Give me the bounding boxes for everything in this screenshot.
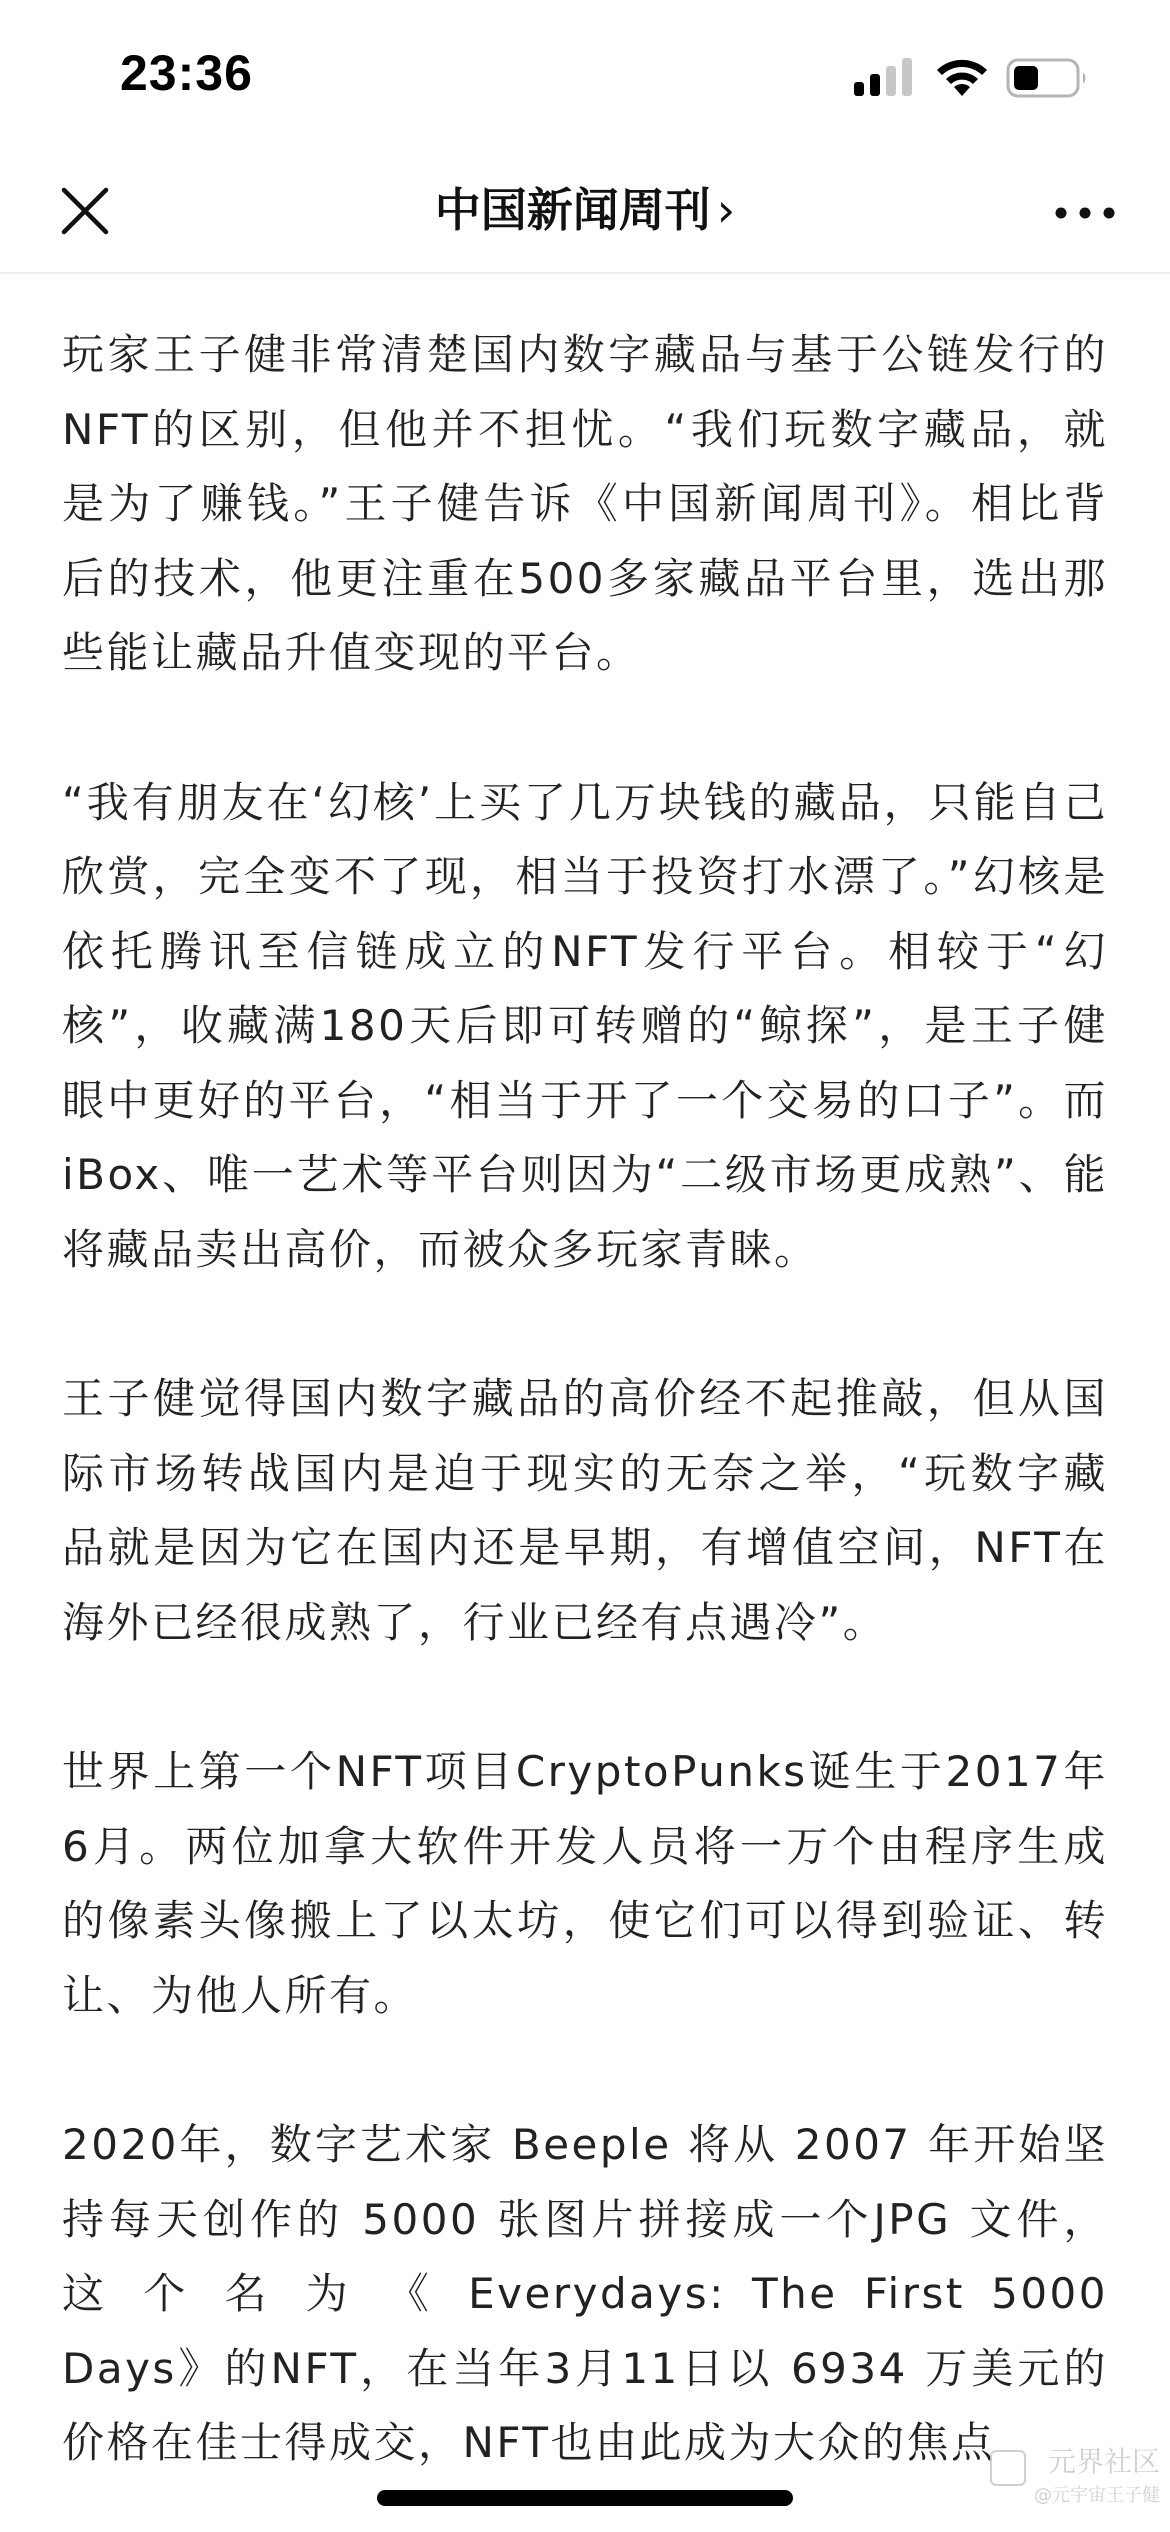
wifi-icon bbox=[934, 56, 990, 98]
status-bar bbox=[0, 0, 1170, 150]
home-indicator[interactable] bbox=[377, 2490, 793, 2506]
article-paragraph: 玩家王子健非常清楚国内数字藏品与基于公链发行的NFT的区别，但他并不担忧。“我们玩数字藏品，就是为了赚钱。”王子健告诉《中国新闻周刊》。相比背后的技术，他更注重在500多家藏品平台里，选出那些能让藏品升值变现的平台。 bbox=[62, 330, 1108, 677]
watermark-handle: @元宇宙王子健 bbox=[1034, 2485, 1160, 2506]
battery-icon bbox=[1006, 58, 1090, 98]
account-title-link[interactable] bbox=[0, 174, 1170, 240]
article-paragraph: 世界上第一个NFT项目CryptoPunks诞生于2017年6月。两位加拿大软件开发人员将一万个由程序生成的像素头像搬上了以太坊，使它们可以得到验证、转让、为他人所有。 bbox=[62, 1747, 1108, 2020]
account-title: 中国新闻周刊 bbox=[434, 183, 711, 237]
article-paragraph: 王子健觉得国内数字藏品的高价经不起推敲，但从国际市场转战国内是迫于现实的无奈之举，“玩数字藏品就是因为它在国内还是早期，有增值空间，NFT在海外已经很成熟了，行业已经有点遇冷”。 bbox=[62, 1374, 1108, 1647]
watermark-text: 元界社区 bbox=[1047, 2445, 1160, 2478]
status-time: 23:36 bbox=[120, 45, 253, 101]
article-paragraph: “我有朋友在‘幻核’上买了几万块钱的藏品，只能自己欣赏，完全变不了现，相当于投资打水漂了。”幻核是依托腾讯至信链成立的NFT发行平台。相较于“幻核”，收藏满180天后即可转赠的“鲸探”，是王子健眼中更好的平台，“相当于开了一个交易的口子”。而iBox、唯一艺术等平台则因为“二级市场更成熟”、能将藏品卖出高价，而被众多玩家青睐。 bbox=[62, 777, 1108, 1274]
article-paragraph: 2020年，数字艺术家 Beeple 将从 2007 年开始坚持每天创作的 5000 张图片拼接成一个JPG 文件， 这 个 名 为 《 Everydays: The First 5000 Days》的NFT，在当年3月11日以 6934 万美元的价格在佳士得成交，NFT也由此成为大众的焦点 bbox=[62, 2120, 1108, 2467]
more-dots-icon[interactable] bbox=[1050, 188, 1120, 238]
nav-bar bbox=[0, 150, 1170, 274]
signal-icon bbox=[852, 58, 914, 98]
watermark bbox=[990, 2445, 1160, 2510]
article-body bbox=[62, 318, 1108, 2532]
chevron-right-icon: › bbox=[716, 183, 736, 237]
watermark-logo-icon bbox=[990, 2450, 1026, 2486]
